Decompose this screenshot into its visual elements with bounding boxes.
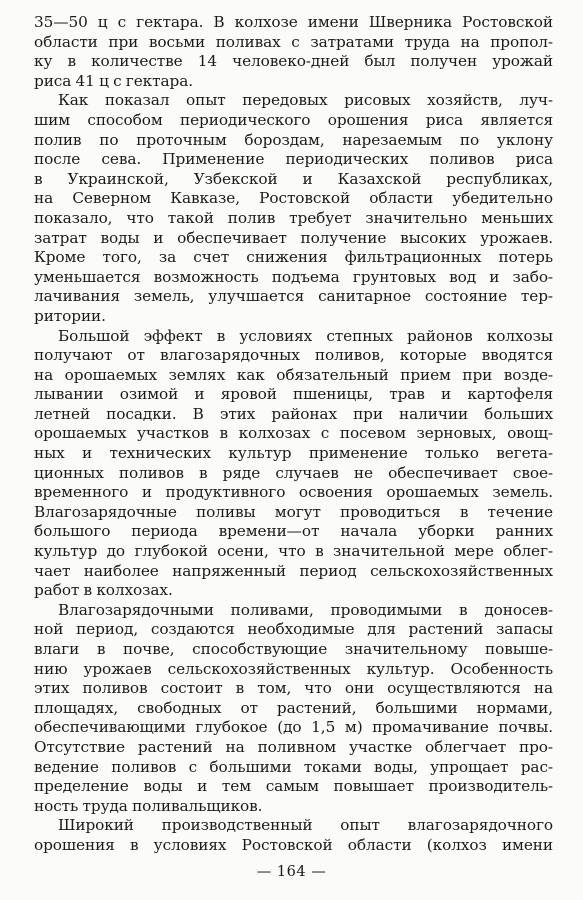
text-line: на орошаемых землях как обязательный прием при возде- [34,365,553,384]
text-line: этих поливов состоит в том, что они осуществляются на [34,679,553,698]
text-line: на Северном Кавказе, Ростовской области убедительно [34,189,553,208]
text-line: затрат воды и обеспечивает получение высоких урожаев. [34,228,553,247]
text-line: показало, что такой полив требует значительно меньших [34,208,553,227]
text-line: культур до глубокой осени, что в значительной мере облег- [34,542,553,561]
text-line: лывании озимой и яровой пшеницы, трав и картофеля [34,385,553,404]
text-line: большого периода времени—от начала уборки ранних [34,522,553,541]
text-line: влаги в почве, способствующие значительному повыше- [34,640,553,658]
text-line: Влагозарядочные поливы могут проводиться в течение [34,502,553,521]
text-line: области при восьми поливах с затратами труда на пропол- [34,32,553,51]
text-line: лачивания земель, улучшается санитарное состояние тер- [34,287,553,306]
text-line: ку в количестве 14 человеко-дней был получен урожай [34,52,553,71]
text-line: в Украинской, Узбекской и Казахской республиках, [34,169,553,188]
page-number: — 164 — [256,864,327,880]
text-line: шим способом периодического орошения риса является [34,110,553,129]
text-line: летней посадки. В этих районах при наличии больших [34,404,553,423]
text-line: Отсутствие растений на поливном участке облегчает про- [34,737,553,756]
text-line: орошаемых участков в колхозах с посевом зерновых, овощ- [34,424,553,443]
text-line: ной период, создаются необходимые для растений запасы [34,620,553,639]
text-line: Большой эффект в условиях степных районов колхозы [58,326,553,345]
text-line: 35—50 ц с гектара. В колхозе имени Шверника Ростовской [34,13,553,31]
text-line: чает наиболее напряженный период сельскохозяйственных [34,561,553,580]
text-line: обеспечивающими глубокое (до 1,5 м) промачивание почвы. [34,718,553,737]
text-line: после сева. Применение периодических поливов риса [34,150,553,169]
text-line: Кроме того, за счет снижения фильтрационных потерь [34,248,553,267]
text-line: временного и продуктивного освоения орошаемых земель. [34,483,553,502]
text-line: орошения в условиях Ростовской области (колхоз имени [34,835,553,854]
text-line: ность труда поливальщиков. [34,796,263,815]
text-line: работ в колхозах. [34,581,173,600]
text-line: ритории. [34,306,106,325]
text-line: ведение поливов с большими токами воды, упрощает рас- [34,757,553,776]
text-line: Широкий производственный опыт влагозарядочного [58,816,553,835]
text-line: пределение воды и тем самым повышает производитель- [34,777,553,796]
text-line: площадях, свободных от растений, большими нормами, [34,698,553,717]
text-line: полив по проточным бороздам, нарезаемым по уклону [34,130,553,149]
text-line: Влагозарядочными поливами, проводимыми в доносев- [58,600,553,619]
text-line: риса 41 ц с гектара. [34,71,193,90]
text-line: получают от влагозарядочных поливов, которые вводятся [34,346,553,365]
text-line: ционных поливов в ряде случаев не обеспечивает свое- [34,463,553,482]
page-body-text [34,13,553,856]
text-line: уменьшается возможность подъема грунтовых вод и забо- [34,267,553,286]
text-line: Как показал опыт передовых рисовых хозяйств, луч- [58,91,553,110]
text-line: ных и технических культур применение только вегета- [34,444,553,463]
text-line: нию урожаев сельскохозяйственных культур. Особенность [34,659,553,678]
